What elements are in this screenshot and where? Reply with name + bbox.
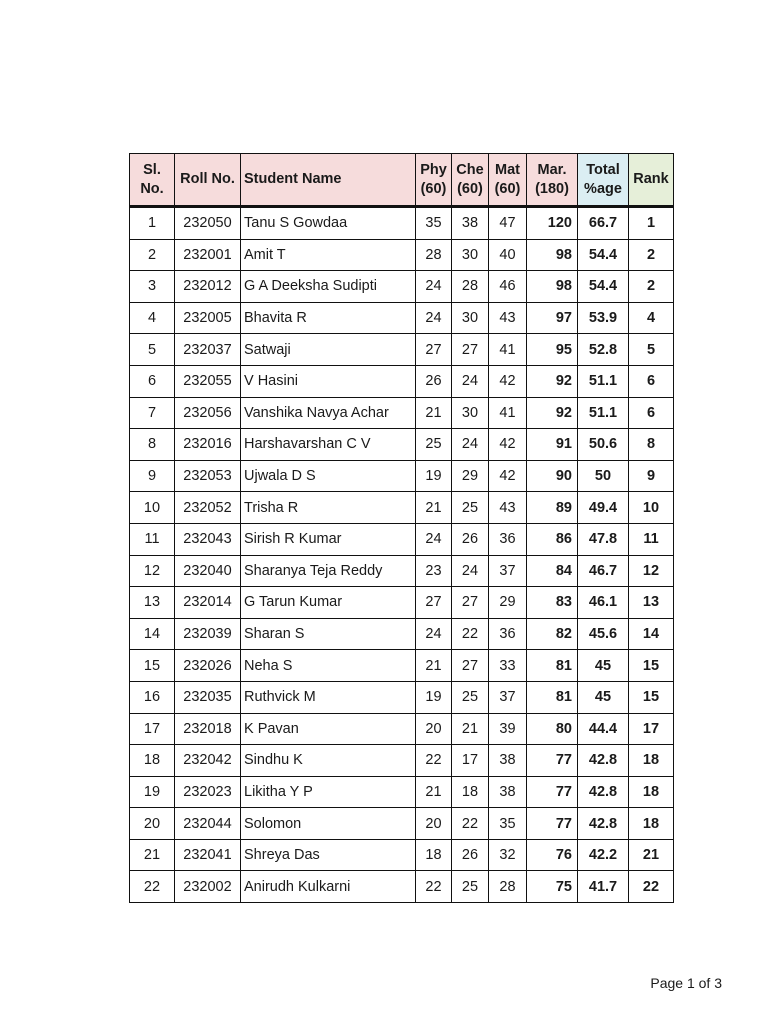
- cell-total-pct: 42.8: [578, 776, 629, 808]
- cell-roll-no: 232041: [175, 839, 241, 871]
- cell-sl-no: 4: [130, 302, 175, 334]
- cell-mar: 77: [527, 776, 578, 808]
- cell-student-name: G A Deeksha Sudipti: [241, 271, 416, 303]
- cell-total-pct: 54.4: [578, 271, 629, 303]
- cell-sl-no: 7: [130, 397, 175, 429]
- table-row: [130, 365, 674, 397]
- cell-total-pct: 52.8: [578, 334, 629, 366]
- cell-student-name: Likitha Y P: [241, 776, 416, 808]
- page-number: Page 1 of 3: [650, 975, 722, 991]
- cell-total-pct: 50: [578, 460, 629, 492]
- cell-mar: 80: [527, 713, 578, 745]
- table-row: [130, 587, 674, 619]
- cell-rank: 15: [629, 650, 674, 682]
- cell-student-name: Bhavita R: [241, 302, 416, 334]
- cell-phy: 24: [416, 618, 452, 650]
- cell-student-name: Anirudh Kulkarni: [241, 871, 416, 903]
- cell-che: 25: [452, 492, 489, 524]
- cell-rank: 2: [629, 239, 674, 271]
- cell-phy: 18: [416, 839, 452, 871]
- cell-total-pct: 45: [578, 650, 629, 682]
- table-row: [130, 523, 674, 555]
- table-row: [130, 492, 674, 524]
- cell-roll-no: 232043: [175, 523, 241, 555]
- table-row: [130, 397, 674, 429]
- cell-rank: 9: [629, 460, 674, 492]
- cell-mat: 36: [489, 523, 527, 555]
- cell-rank: 4: [629, 302, 674, 334]
- cell-rank: 14: [629, 618, 674, 650]
- cell-sl-no: 17: [130, 713, 175, 745]
- cell-phy: 20: [416, 713, 452, 745]
- header-mar: [527, 154, 578, 207]
- cell-che: 29: [452, 460, 489, 492]
- cell-roll-no: 232052: [175, 492, 241, 524]
- cell-total-pct: 45.6: [578, 618, 629, 650]
- cell-mar: 81: [527, 681, 578, 713]
- table-row: [130, 618, 674, 650]
- cell-phy: 28: [416, 239, 452, 271]
- cell-roll-no: 232012: [175, 271, 241, 303]
- cell-rank: 1: [629, 207, 674, 240]
- cell-che: 17: [452, 745, 489, 777]
- cell-total-pct: 54.4: [578, 239, 629, 271]
- cell-phy: 26: [416, 365, 452, 397]
- cell-student-name: Vanshika Navya Achar: [241, 397, 416, 429]
- cell-student-name: V Hasini: [241, 365, 416, 397]
- cell-roll-no: 232023: [175, 776, 241, 808]
- cell-rank: 18: [629, 776, 674, 808]
- cell-phy: 21: [416, 492, 452, 524]
- cell-phy: 35: [416, 207, 452, 240]
- header-mat-line2: (60): [494, 180, 521, 197]
- header-roll-label: Roll No.: [180, 171, 235, 187]
- cell-rank: 5: [629, 334, 674, 366]
- cell-che: 26: [452, 523, 489, 555]
- table-row: [130, 429, 674, 461]
- cell-mar: 75: [527, 871, 578, 903]
- cell-total-pct: 47.8: [578, 523, 629, 555]
- header-sl-line2: No.: [140, 180, 164, 197]
- cell-sl-no: 19: [130, 776, 175, 808]
- cell-sl-no: 12: [130, 555, 175, 587]
- header-che-line2: (60): [457, 180, 483, 197]
- header-phy-line2: (60): [420, 180, 447, 197]
- header-sl-line1: Sl.: [143, 161, 161, 178]
- cell-mat: 39: [489, 713, 527, 745]
- cell-sl-no: 5: [130, 334, 175, 366]
- cell-mar: 84: [527, 555, 578, 587]
- cell-mat: 46: [489, 271, 527, 303]
- cell-total-pct: 46.7: [578, 555, 629, 587]
- header-phy: [416, 154, 452, 207]
- header-mar-line1: Mar.: [537, 161, 567, 178]
- cell-phy: 27: [416, 587, 452, 619]
- cell-student-name: Sirish R Kumar: [241, 523, 416, 555]
- cell-mar: 77: [527, 808, 578, 840]
- cell-rank: 15: [629, 681, 674, 713]
- table-row: [130, 460, 674, 492]
- header-total-line1: Total: [586, 161, 620, 178]
- cell-student-name: Harshavarshan C V: [241, 429, 416, 461]
- cell-student-name: Shreya Das: [241, 839, 416, 871]
- cell-che: 22: [452, 618, 489, 650]
- table-row: [130, 555, 674, 587]
- cell-student-name: Trisha R: [241, 492, 416, 524]
- cell-student-name: Sharanya Teja Reddy: [241, 555, 416, 587]
- cell-roll-no: 232055: [175, 365, 241, 397]
- cell-sl-no: 21: [130, 839, 175, 871]
- table-row: [130, 650, 674, 682]
- cell-che: 28: [452, 271, 489, 303]
- cell-mar: 90: [527, 460, 578, 492]
- cell-rank: 11: [629, 523, 674, 555]
- table-row: [130, 334, 674, 366]
- cell-phy: 23: [416, 555, 452, 587]
- cell-mat: 41: [489, 334, 527, 366]
- cell-student-name: Solomon: [241, 808, 416, 840]
- cell-total-pct: 44.4: [578, 713, 629, 745]
- cell-phy: 19: [416, 681, 452, 713]
- cell-phy: 20: [416, 808, 452, 840]
- cell-mar: 89: [527, 492, 578, 524]
- cell-mar: 76: [527, 839, 578, 871]
- cell-roll-no: 232014: [175, 587, 241, 619]
- cell-mat: 33: [489, 650, 527, 682]
- table-row: [130, 207, 674, 240]
- cell-sl-no: 1: [130, 207, 175, 240]
- cell-mar: 120: [527, 207, 578, 240]
- cell-roll-no: 232016: [175, 429, 241, 461]
- header-sl-no: [130, 154, 175, 207]
- cell-phy: 27: [416, 334, 452, 366]
- cell-mat: 41: [489, 397, 527, 429]
- cell-mar: 92: [527, 365, 578, 397]
- cell-student-name: Amit T: [241, 239, 416, 271]
- cell-mat: 43: [489, 302, 527, 334]
- cell-phy: 25: [416, 429, 452, 461]
- cell-sl-no: 18: [130, 745, 175, 777]
- header-phy-line1: Phy: [420, 161, 447, 178]
- cell-phy: 22: [416, 871, 452, 903]
- header-rank: [629, 154, 674, 207]
- cell-mat: 47: [489, 207, 527, 240]
- cell-che: 22: [452, 808, 489, 840]
- cell-mat: 28: [489, 871, 527, 903]
- header-rank-label: Rank: [633, 171, 669, 187]
- cell-mat: 42: [489, 365, 527, 397]
- cell-student-name: Sharan S: [241, 618, 416, 650]
- cell-mat: 43: [489, 492, 527, 524]
- cell-che: 27: [452, 334, 489, 366]
- cell-total-pct: 49.4: [578, 492, 629, 524]
- header-che: [452, 154, 489, 207]
- cell-che: 24: [452, 365, 489, 397]
- cell-sl-no: 16: [130, 681, 175, 713]
- cell-student-name: G Tarun Kumar: [241, 587, 416, 619]
- cell-mat: 42: [489, 460, 527, 492]
- cell-che: 38: [452, 207, 489, 240]
- cell-mat: 37: [489, 681, 527, 713]
- cell-mar: 91: [527, 429, 578, 461]
- cell-sl-no: 13: [130, 587, 175, 619]
- table-row: [130, 745, 674, 777]
- results-table: [129, 153, 674, 903]
- cell-rank: 12: [629, 555, 674, 587]
- cell-student-name: Sindhu K: [241, 745, 416, 777]
- cell-mar: 77: [527, 745, 578, 777]
- cell-phy: 24: [416, 523, 452, 555]
- cell-rank: 13: [629, 587, 674, 619]
- cell-sl-no: 2: [130, 239, 175, 271]
- cell-rank: 8: [629, 429, 674, 461]
- cell-che: 27: [452, 587, 489, 619]
- cell-total-pct: 66.7: [578, 207, 629, 240]
- cell-sl-no: 15: [130, 650, 175, 682]
- cell-che: 27: [452, 650, 489, 682]
- header-mar-line2: (180): [535, 180, 569, 197]
- cell-roll-no: 232050: [175, 207, 241, 240]
- cell-student-name: K Pavan: [241, 713, 416, 745]
- table-row: [130, 713, 674, 745]
- cell-roll-no: 232035: [175, 681, 241, 713]
- cell-phy: 24: [416, 302, 452, 334]
- cell-total-pct: 42.2: [578, 839, 629, 871]
- cell-rank: 2: [629, 271, 674, 303]
- cell-mat: 32: [489, 839, 527, 871]
- cell-total-pct: 51.1: [578, 397, 629, 429]
- cell-che: 30: [452, 397, 489, 429]
- cell-rank: 6: [629, 365, 674, 397]
- cell-student-name: Ruthvick M: [241, 681, 416, 713]
- cell-phy: 21: [416, 650, 452, 682]
- table-row: [130, 839, 674, 871]
- cell-mar: 86: [527, 523, 578, 555]
- cell-mat: 38: [489, 776, 527, 808]
- cell-roll-no: 232042: [175, 745, 241, 777]
- cell-mar: 83: [527, 587, 578, 619]
- cell-rank: 22: [629, 871, 674, 903]
- header-name-label: Student Name: [244, 171, 342, 187]
- cell-che: 21: [452, 713, 489, 745]
- cell-roll-no: 232018: [175, 713, 241, 745]
- cell-rank: 21: [629, 839, 674, 871]
- cell-total-pct: 42.8: [578, 808, 629, 840]
- cell-mat: 38: [489, 745, 527, 777]
- table-row: [130, 871, 674, 903]
- cell-roll-no: 232040: [175, 555, 241, 587]
- cell-rank: 18: [629, 808, 674, 840]
- cell-mar: 92: [527, 397, 578, 429]
- cell-roll-no: 232053: [175, 460, 241, 492]
- cell-total-pct: 51.1: [578, 365, 629, 397]
- table-row: [130, 681, 674, 713]
- cell-roll-no: 232044: [175, 808, 241, 840]
- cell-phy: 22: [416, 745, 452, 777]
- cell-phy: 21: [416, 397, 452, 429]
- cell-mat: 36: [489, 618, 527, 650]
- cell-che: 24: [452, 429, 489, 461]
- cell-mar: 81: [527, 650, 578, 682]
- header-total-line2: %age: [584, 180, 622, 197]
- cell-che: 30: [452, 302, 489, 334]
- cell-mar: 95: [527, 334, 578, 366]
- cell-mat: 29: [489, 587, 527, 619]
- cell-mar: 97: [527, 302, 578, 334]
- header-student-name: [241, 154, 416, 207]
- cell-total-pct: 46.1: [578, 587, 629, 619]
- cell-roll-no: 232037: [175, 334, 241, 366]
- cell-total-pct: 42.8: [578, 745, 629, 777]
- header-mat-line1: Mat: [495, 161, 520, 178]
- cell-rank: 6: [629, 397, 674, 429]
- cell-roll-no: 232026: [175, 650, 241, 682]
- table-row: [130, 271, 674, 303]
- cell-mat: 35: [489, 808, 527, 840]
- cell-total-pct: 41.7: [578, 871, 629, 903]
- cell-sl-no: 9: [130, 460, 175, 492]
- cell-sl-no: 8: [130, 429, 175, 461]
- table-row: [130, 808, 674, 840]
- table-row: [130, 776, 674, 808]
- cell-mat: 40: [489, 239, 527, 271]
- cell-phy: 19: [416, 460, 452, 492]
- cell-che: 24: [452, 555, 489, 587]
- header-row: [130, 154, 674, 207]
- cell-sl-no: 10: [130, 492, 175, 524]
- header-mat: [489, 154, 527, 207]
- cell-sl-no: 6: [130, 365, 175, 397]
- header-che-line1: Che: [456, 161, 484, 178]
- cell-student-name: Tanu S Gowdaa: [241, 207, 416, 240]
- cell-rank: 18: [629, 745, 674, 777]
- cell-roll-no: 232002: [175, 871, 241, 903]
- header-roll-no: [175, 154, 241, 207]
- cell-rank: 17: [629, 713, 674, 745]
- cell-mar: 82: [527, 618, 578, 650]
- cell-sl-no: 3: [130, 271, 175, 303]
- cell-roll-no: 232001: [175, 239, 241, 271]
- cell-che: 30: [452, 239, 489, 271]
- cell-che: 25: [452, 681, 489, 713]
- cell-sl-no: 14: [130, 618, 175, 650]
- cell-mat: 42: [489, 429, 527, 461]
- cell-rank: 10: [629, 492, 674, 524]
- cell-phy: 24: [416, 271, 452, 303]
- cell-che: 25: [452, 871, 489, 903]
- cell-mar: 98: [527, 239, 578, 271]
- cell-sl-no: 11: [130, 523, 175, 555]
- cell-phy: 21: [416, 776, 452, 808]
- cell-total-pct: 53.9: [578, 302, 629, 334]
- cell-student-name: Satwaji: [241, 334, 416, 366]
- cell-mar: 98: [527, 271, 578, 303]
- results-body: [130, 207, 674, 903]
- cell-roll-no: 232039: [175, 618, 241, 650]
- table-row: [130, 302, 674, 334]
- cell-student-name: Ujwala D S: [241, 460, 416, 492]
- cell-sl-no: 20: [130, 808, 175, 840]
- cell-total-pct: 50.6: [578, 429, 629, 461]
- cell-che: 26: [452, 839, 489, 871]
- cell-che: 18: [452, 776, 489, 808]
- cell-mat: 37: [489, 555, 527, 587]
- cell-student-name: Neha S: [241, 650, 416, 682]
- cell-sl-no: 22: [130, 871, 175, 903]
- table-row: [130, 239, 674, 271]
- cell-total-pct: 45: [578, 681, 629, 713]
- cell-roll-no: 232005: [175, 302, 241, 334]
- cell-roll-no: 232056: [175, 397, 241, 429]
- header-total-pct: [578, 154, 629, 207]
